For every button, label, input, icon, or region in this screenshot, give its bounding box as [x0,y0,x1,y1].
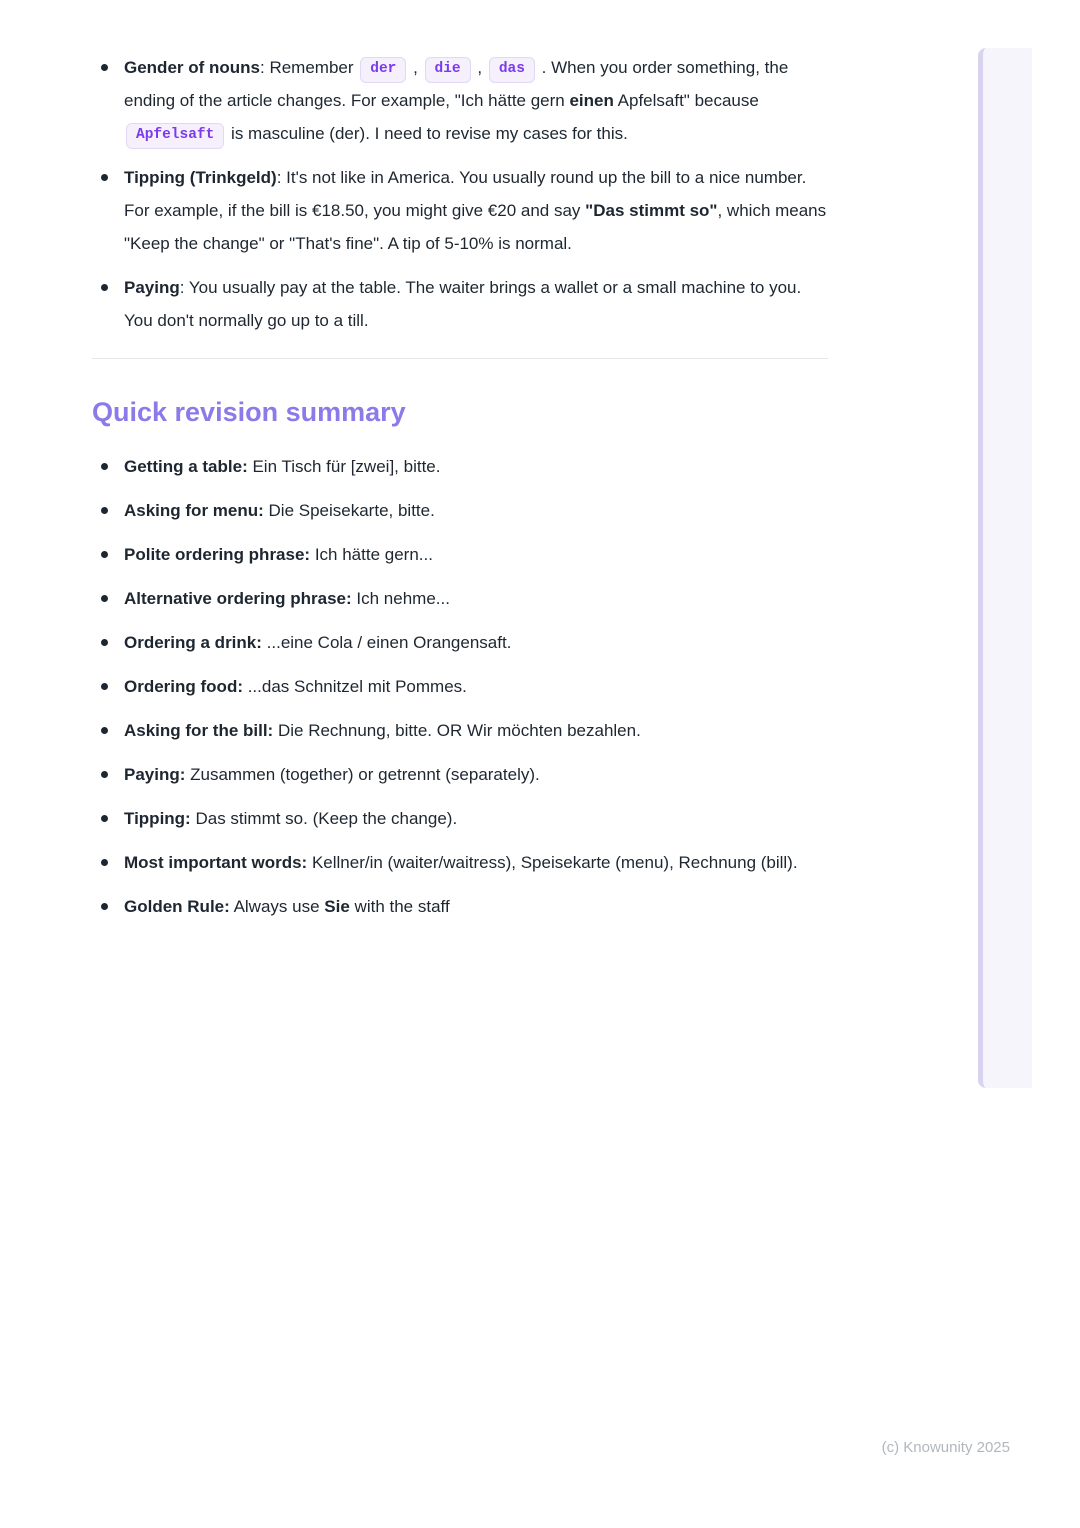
section-divider [92,358,828,359]
inline-code-chip: der [360,57,406,83]
summary-list [92,450,828,923]
inline-code-chip: die [425,57,471,83]
list-item: Gender of nouns: Remember der , die , das . When you order something, the ending of the article changes. For example, "Ich hätte gern einen Apfelsaft" because Apfelsaft is masculine (der). I need to revise my cases for this. [92,51,828,150]
list-item: Asking for the bill: Die Rechnung, bitte. OR Wir möchten bezahlen. [92,714,828,747]
list-item: Polite ordering phrase: Ich hätte gern... [92,538,828,571]
list-item: Ordering food: ...das Schnitzel mit Pommes. [92,670,828,703]
list-item: Tipping: Das stimmt so. (Keep the change). [92,802,828,835]
list-item: Tipping (Trinkgeld): It's not like in America. You usually round up the bill to a nice number. For example, if the bill is €18.50, you might give €20 and say "Das stimmt so", which means "Keep the change" or "That's fine". A tip of 5-10% is normal. [92,161,828,260]
list-item: Alternative ordering phrase: Ich nehme... [92,582,828,615]
notes-list [92,51,828,337]
inline-code-chip: das [489,57,535,83]
list-item: Golden Rule: Always use Sie with the staff [92,890,828,923]
list-item: Paying: Zusammen (together) or getrennt (separately). [92,758,828,791]
list-item: Asking for menu: Die Speisekarte, bitte. [92,494,828,527]
next-page-edge-panel [978,48,1032,1088]
list-item: Most important words: Kellner/in (waiter/waitress), Speisekarte (menu), Rechnung (bill). [92,846,828,879]
inline-code-chip: Apfelsaft [126,123,224,149]
list-item: Paying: You usually pay at the table. The waiter brings a wallet or a small machine to you. You don't normally go up to a till. [92,271,828,337]
copyright-footer: (c) Knowunity 2025 [881,1439,1010,1456]
list-item: Getting a table: Ein Tisch für [zwei], bitte. [92,450,828,483]
list-item: Ordering a drink: ...eine Cola / einen Orangensaft. [92,626,828,659]
summary-heading: Quick revision summary [92,397,406,427]
document-content [92,0,828,934]
